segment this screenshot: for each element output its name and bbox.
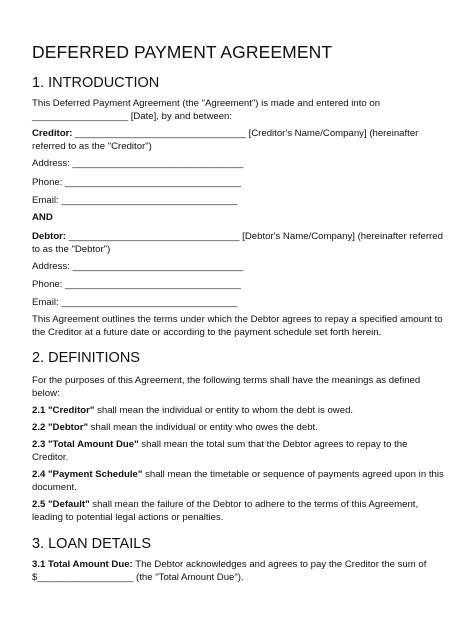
and-separator: AND bbox=[32, 212, 53, 223]
debtor-address-field: Address: ________________________________ bbox=[32, 261, 244, 272]
outline-paragraph-line-1: This Agreement outlines the terms under which the Debtor agrees to repay a specified amount to bbox=[32, 314, 443, 325]
definition-text: shall mean the individual or entity to whom the debt is owed. bbox=[94, 405, 354, 416]
section-heading-definitions: 2. DEFINITIONS bbox=[32, 350, 140, 366]
debtor-email-field: Email: _________________________________ bbox=[32, 297, 238, 308]
intro-paragraph-line-1: This Deferred Payment Agreement (the "Agreement") is made and entered into on bbox=[32, 98, 381, 109]
creditor-email-field: Email: _________________________________ bbox=[32, 195, 238, 206]
definition-creditor bbox=[32, 404, 444, 418]
debtor-line-1 bbox=[32, 230, 444, 244]
section-heading-introduction: 1. INTRODUCTION bbox=[32, 75, 160, 91]
section-heading-loan-details: 3. LOAN DETAILS bbox=[32, 536, 151, 552]
loan-total-amount-field: $__________________ (the "Total Amount Due"). bbox=[32, 572, 244, 583]
intro-paragraph-line-2: __________________ [Date], by and between: bbox=[32, 111, 233, 122]
loan-term: 3.1 Total Amount Due: bbox=[32, 559, 133, 570]
creditor-label: Creditor: bbox=[32, 128, 73, 139]
definition-payment-schedule-cont: document. bbox=[32, 482, 77, 493]
definition-debtor bbox=[32, 421, 444, 435]
debtor-line-2: to as the "Debtor") bbox=[32, 244, 111, 255]
definition-text: shall mean the individual or entity who owes the debt. bbox=[88, 422, 318, 433]
loan-total-amount-due bbox=[32, 558, 444, 572]
debtor-phone-field: Phone: _________________________________ bbox=[32, 279, 242, 290]
creditor-name-field: ________________________________ [Creditor's Name/Company] (hereinafter bbox=[72, 128, 419, 139]
definition-total-amount-due bbox=[32, 438, 444, 452]
definition-text: shall mean the failure of the Debtor to adhere to the terms of this Agreement, bbox=[89, 499, 419, 510]
definition-term: 2.3 "Total Amount Due" bbox=[32, 439, 139, 450]
definition-payment-schedule bbox=[32, 468, 444, 482]
outline-paragraph-line-2: the Creditor at a future date or according to the payment schedule set forth herein. bbox=[32, 327, 382, 338]
definition-term: 2.4 "Payment Schedule" bbox=[32, 469, 143, 480]
definition-term: 2.5 "Default" bbox=[32, 499, 90, 510]
definition-total-amount-due-cont: Creditor. bbox=[32, 452, 69, 463]
definition-default bbox=[32, 498, 444, 512]
definition-text: shall mean the timetable or sequence of payments agreed upon in this bbox=[142, 469, 444, 480]
definitions-intro-line-2: below: bbox=[32, 388, 60, 399]
creditor-line-1 bbox=[32, 127, 444, 141]
definition-term: 2.2 "Debtor" bbox=[32, 422, 89, 433]
creditor-address-field: Address: ________________________________ bbox=[32, 158, 244, 169]
loan-text: The Debtor acknowledges and agrees to pay the Creditor the sum of bbox=[132, 559, 427, 570]
definition-default-cont: leading to potential legal actions or penalties. bbox=[32, 512, 224, 523]
definition-text: shall mean the total sum that the Debtor agrees to repay to the bbox=[138, 439, 408, 450]
document-title: DEFERRED PAYMENT AGREEMENT bbox=[32, 42, 333, 62]
debtor-name-field: ________________________________ [Debtor's Name/Company] (hereinafter referred bbox=[66, 231, 443, 242]
definitions-intro-line-1: For the purposes of this Agreement, the following terms shall have the meanings as defined bbox=[32, 375, 421, 386]
debtor-label: Debtor: bbox=[32, 231, 67, 242]
definition-term: 2.1 "Creditor" bbox=[32, 405, 95, 416]
creditor-phone-field: Phone: _________________________________ bbox=[32, 177, 242, 188]
creditor-line-2: referred to as the "Creditor") bbox=[32, 141, 152, 152]
